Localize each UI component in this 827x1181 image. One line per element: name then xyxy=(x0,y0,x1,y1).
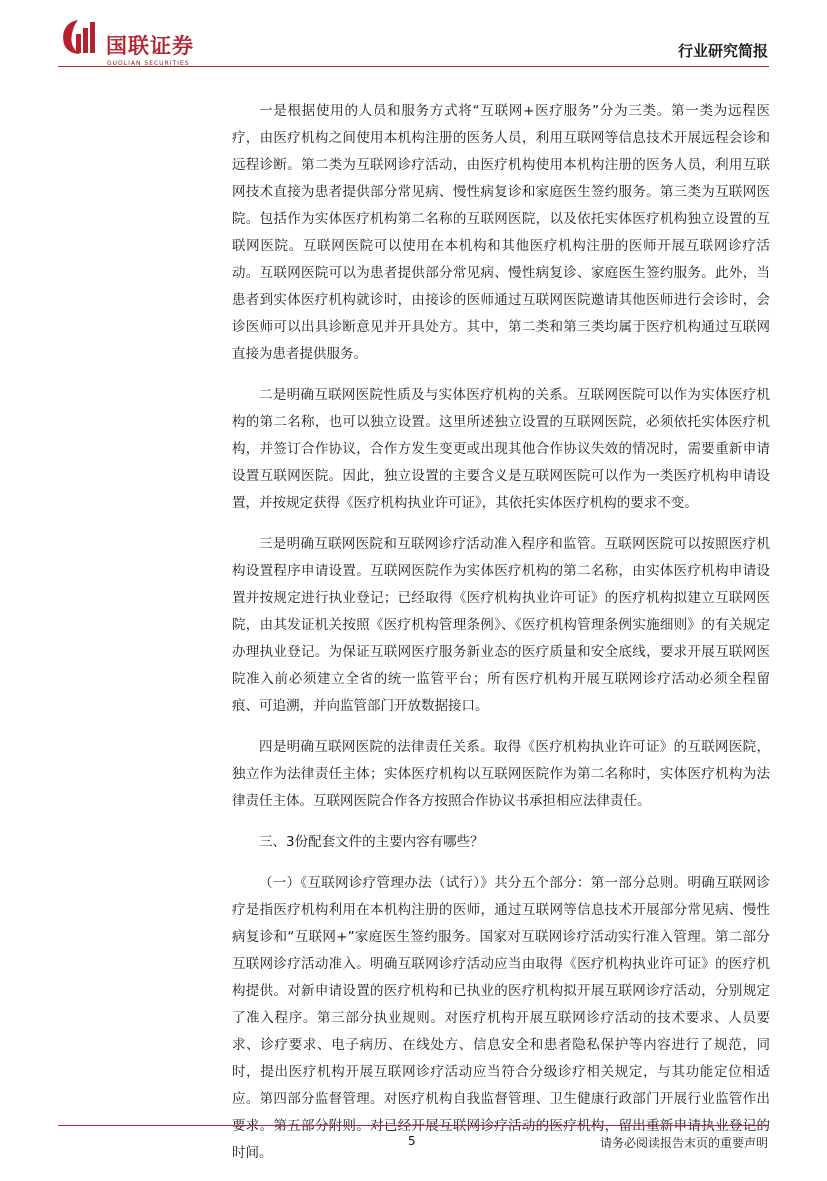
section-heading-supporting-documents: 三、3份配套文件的主要内容有哪些？ xyxy=(259,834,484,850)
brand-name-cn: 国联证券 xyxy=(106,34,194,58)
paragraph-access-supervision: 三是明确互联网医院和互联网诊疗活动准入程序和监管。互联网医院可以按照医疗机构设置程序申请设置。互联网医院作为实体医疗机构的第二名称，由实体医疗机构申请设置并按规定进行执业登记；已经取得《医疗机构执业许可证》的医疗机构拟建立互联网医院，由其发证机关按照《医疗机构管理条例》、《医疗机构管理条例实施细则》的有关规定办理执业登记。为保证互联网医疗服务新业态的医疗质量和安全底线，要求开展互联网医院准入前必须建立全省的统一监管平台；所有医疗机构开展互联网诊疗活动必须全程留痕、可追溯，并向监管部门开放数据接口。 xyxy=(232,536,770,714)
footer-disclaimer: 请务必阅读报告末页的重要声明 xyxy=(599,1136,768,1150)
paragraph-classification: 一是根据使用的人员和服务方式将“互联网+医疗服务”分为三类。第一类为远程医疗，由医疗机构之间使用本机构注册的医务人员，利用互联网等信息技术开展远程会诊和远程诊断。第二类为互联网诊疗活动，由医疗机构使用本机构注册的医务人员，利用互联网技术直接为患者提供部分常见病、慢性病复诊和家庭医生签约服务。第三类为互联网医院。包括作为实体医疗机构第二名称的互联网医院，以及依托实体医疗机构独立设置的互联网医院。互联网医院可以使用在本机构和其他医疗机构注册的医师开展互联网诊疗活动。互联网医院可以为患者提供部分常见病、慢性病复诊、家庭医生签约服务。此外，当患者到实体医疗机构就诊时，由接诊的医师通过互联网医院邀请其他医师进行会诊时，会诊医师可以出具诊断意见并开具处方。其中，第二类和第三类均属于医疗机构通过互联网直接为患者提供服务。 xyxy=(232,103,770,362)
report-body xyxy=(232,98,770,1181)
paragraph-diagnosis-measures: （一）《互联网诊疗管理办法（试行）》共分五个部分：第一部分总则。明确互联网诊疗是指医疗机构利用在本机构注册的医师，通过互联网等信息技术开展部分常见病、慢性病复诊和“互联网+”家庭医生签约服务。国家对互联网诊疗活动实行准入管理。第二部分互联网诊疗活动准入。明确互联网诊疗活动应当由取得《医疗机构执业许可证》的医疗机构提供。对新申请设置的医疗机构和已执业的医疗机构拟开展互联网诊疗活动，分别规定了准入程序。第三部分执业规则。对医疗机构开展互联网诊疗活动的技术要求、人员要求、诊疗要求、电子病历、在线处方、信息安全和患者隐私保护等内容进行了规范，同时，提出医疗机构开展互联网诊疗活动应当符合分级诊疗相关规定，与其功能定位相适应。第四部分监督管理。对医疗机构自我监督管理、卫生健康行政部门开展行业监管作出要求。第五部分附则。对已经开展互联网诊疗活动的医疗机构，留出重新申请执业登记的时间。 xyxy=(232,875,770,1161)
brand-name-en: GUOLIAN SECURITIES xyxy=(107,60,190,67)
page-number: 5 xyxy=(408,1134,416,1148)
header-divider xyxy=(58,66,769,67)
footer-divider xyxy=(58,1125,769,1126)
guolian-logo-icon xyxy=(58,16,102,56)
report-type-title: 行业研究简报 xyxy=(677,42,768,60)
paragraph-hospital-nature: 二是明确互联网医院性质及与实体医疗机构的关系。互联网医院可以作为实体医疗机构的第二名称，也可以独立设置。这里所述独立设置的互联网医院，必须依托实体医疗机构，并签订合作协议，合作方发生变更或出现其他合作协议失效的情况时，需要重新申请设置互联网医院。因此，独立设置的主要含义是互联网医院可以作为一类医疗机构申请设置，并按规定获得《医疗机构执业许可证》，其依托实体医疗机构的要求不变。 xyxy=(232,387,770,511)
paragraph-legal-liability: 四是明确互联网医院的法律责任关系。取得《医疗机构执业许可证》的互联网医院，独立作为法律责任主体；实体医疗机构以互联网医院作为第二名称时，实体医疗机构为法律责任主体。互联网医院合作各方按照合作协议书承担相应法律责任。 xyxy=(232,739,770,809)
